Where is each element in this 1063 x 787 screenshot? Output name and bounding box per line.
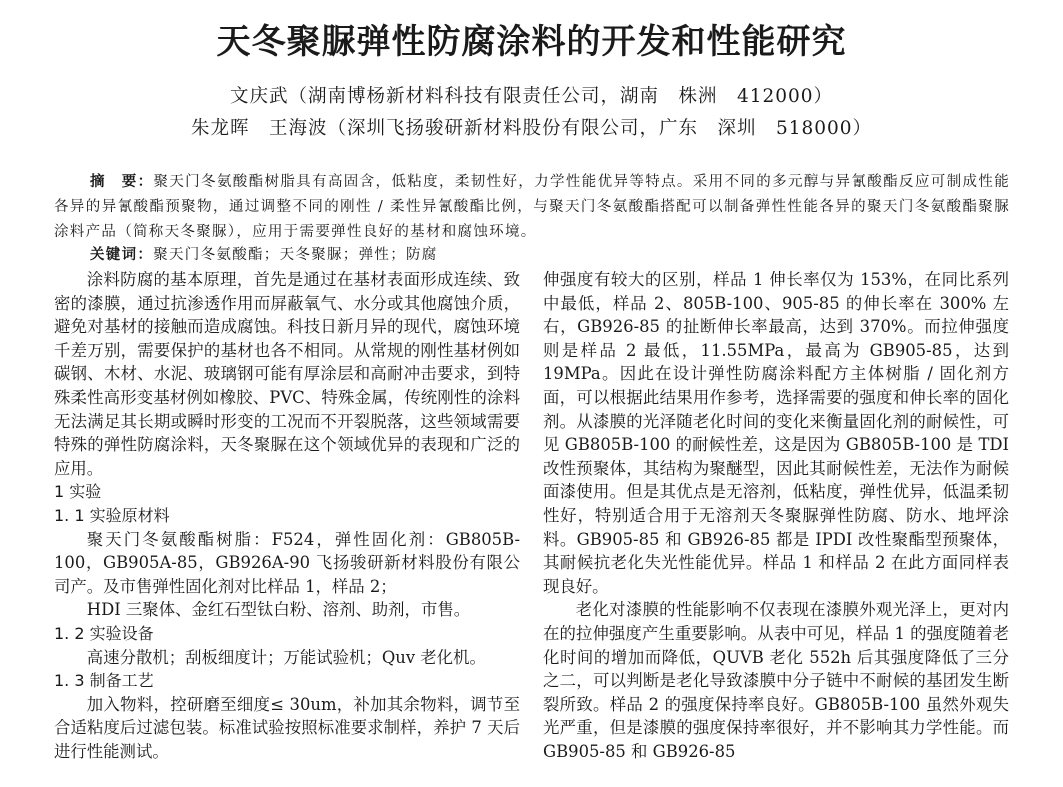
keywords bbox=[90, 243, 1010, 264]
section-heading-experiment: 1 实验 bbox=[54, 482, 102, 502]
materials-paragraph-2: HDI 三聚体、金红石型钛白粉、溶剂、助剂，市售。 bbox=[86, 600, 471, 620]
intro-paragraph: 涂料防腐的基本原理，首先是通过在基材表面形成连续、致密的漆膜，通过抗渗透作用而屏蔽氧气、水分或其他腐蚀介质，避免对基材的接触而造成腐蚀。科技日新月异的现代，腐蚀环境千差万别，需要保护的基材也各不相同。从常规的刚性基材例如碳钢、木材、水泥、玻璃钢可能有厚涂层和高耐冲击要求，到特殊柔性高形变基材例如橡胶、PVC、特殊金属，传统刚性的涂料无法满足其长期或瞬时形变的工况而不开裂脱落，这些领域需要特殊的弹性防腐涂料，天冬聚脲在这个领域优异的表现和广泛的应用。 bbox=[54, 270, 520, 478]
materials-paragraph-1: 聚天门冬氨酸酯树脂：F524，弹性固化剂：GB805B-100，GB905A-85，GB926A-90 飞扬骏研新材料股份有限公司产。及市售弹性固化剂对比样品 1，样品 2； bbox=[54, 529, 520, 596]
results-paragraph-2: 老化对漆膜的性能影响不仅表现在漆膜外观光泽上，更对内在的拉伸强度产生重要影响。从表中可见，样品 1 的强度随着老化时间的增加而降低，QUVB 老化 552h 后其强度降低了三分之二，可以判断是老化导致漆膜中分子链中不耐候的基团发生断裂所致。样品 2 的强度保持率良好。GB805B-100 虽然外观失光严重，但是漆膜的强度保持率很好，并不影响其力学性能。而 GB905-85 和 GB926-85 bbox=[543, 600, 1009, 761]
right-column bbox=[543, 268, 1009, 763]
abstract-label: 摘 要： bbox=[90, 174, 154, 190]
keywords-text: 聚天门冬氨酸酯；天冬聚脲；弹性；防腐 bbox=[153, 247, 438, 263]
abstract bbox=[54, 170, 1010, 245]
abstract-text: 聚天门冬氨酸酯树脂具有高固含，低粘度，柔韧性好，力学性能优异等特点。采用不同的多元醇与异氰酸酯反应可制成性能各异的异氰酸酯预聚物，通过调整不同的刚性 / 柔性异氰酸酯比例，与聚天门冬氨酸酯搭配可以制备弹性性能各异的聚天门冬氨酸酯聚脲涂料产品（简称天冬聚脲），应用于需要弹性良好的基材和腐蚀环境。 bbox=[54, 174, 1010, 240]
subsection-heading-equipment: 1. 2 实验设备 bbox=[54, 623, 154, 643]
subsection-heading-materials: 1. 1 实验原材料 bbox=[54, 505, 170, 525]
left-column bbox=[54, 268, 520, 763]
process-paragraph: 加入物料，控研磨至细度≤ 30um，补加其余物料，调节至合适粘度后过滤包装。标准试验按照标准要求制样，养护 7 天后进行性能测试。 bbox=[54, 694, 520, 761]
equipment-paragraph: 高速分散机；刮板细度计；万能试验机；Quv 老化机。 bbox=[86, 647, 486, 667]
subsection-heading-process: 1. 3 制备工艺 bbox=[54, 671, 154, 691]
author-line-1: 文庆武（湖南博杨新材料科技有限责任公司，湖南 株洲 412000） bbox=[229, 86, 834, 107]
paper-title: 天冬聚脲弹性防腐涂料的开发和性能研究 bbox=[216, 22, 847, 62]
results-paragraph-1: 伸强度有较大的区别，样品 1 伸长率仅为 153%，在同比系列中最低，样品 2、805B-100、905-85 的伸长率在 300% 左右，GB926-85 的扯断伸长率最高，达到 370%。而拉伸强度则是样品 2 最低，11.55MPa，最高为 GB905-85，达到 19MPa。因此在设计弹性防腐涂料配方主体树脂 / 固化剂方面，可以根据此结果用作参考，选择需要的强度和伸长率的固化剂。从漆膜的光泽随老化时间的变化来衡量固化剂的耐候性，可见 GB805B-100 的耐候性差，这是因为 GB805B-100 是 TDI 改性预聚体，其结构为聚醚型，因此其耐候性差，无法作为耐候面漆使用。但是其优点是无溶剂，低粘度，弹性优异，低温柔韧性好，特别适合用于无溶剂天冬聚脲弹性防腐、防水、地坪涂料。GB905-85 和 GB926-85 都是 IPDI 改性聚酯型预聚体，其耐候抗老化失光性能优异。样品 1 和样品 2 在此方面同样表现良好。 bbox=[543, 270, 1009, 596]
author-line-2: 朱龙晖 王海波（深圳飞扬骏研新材料股份有限公司，广东 深圳 518000） bbox=[190, 118, 873, 139]
keywords-label: 关键词： bbox=[90, 247, 154, 263]
